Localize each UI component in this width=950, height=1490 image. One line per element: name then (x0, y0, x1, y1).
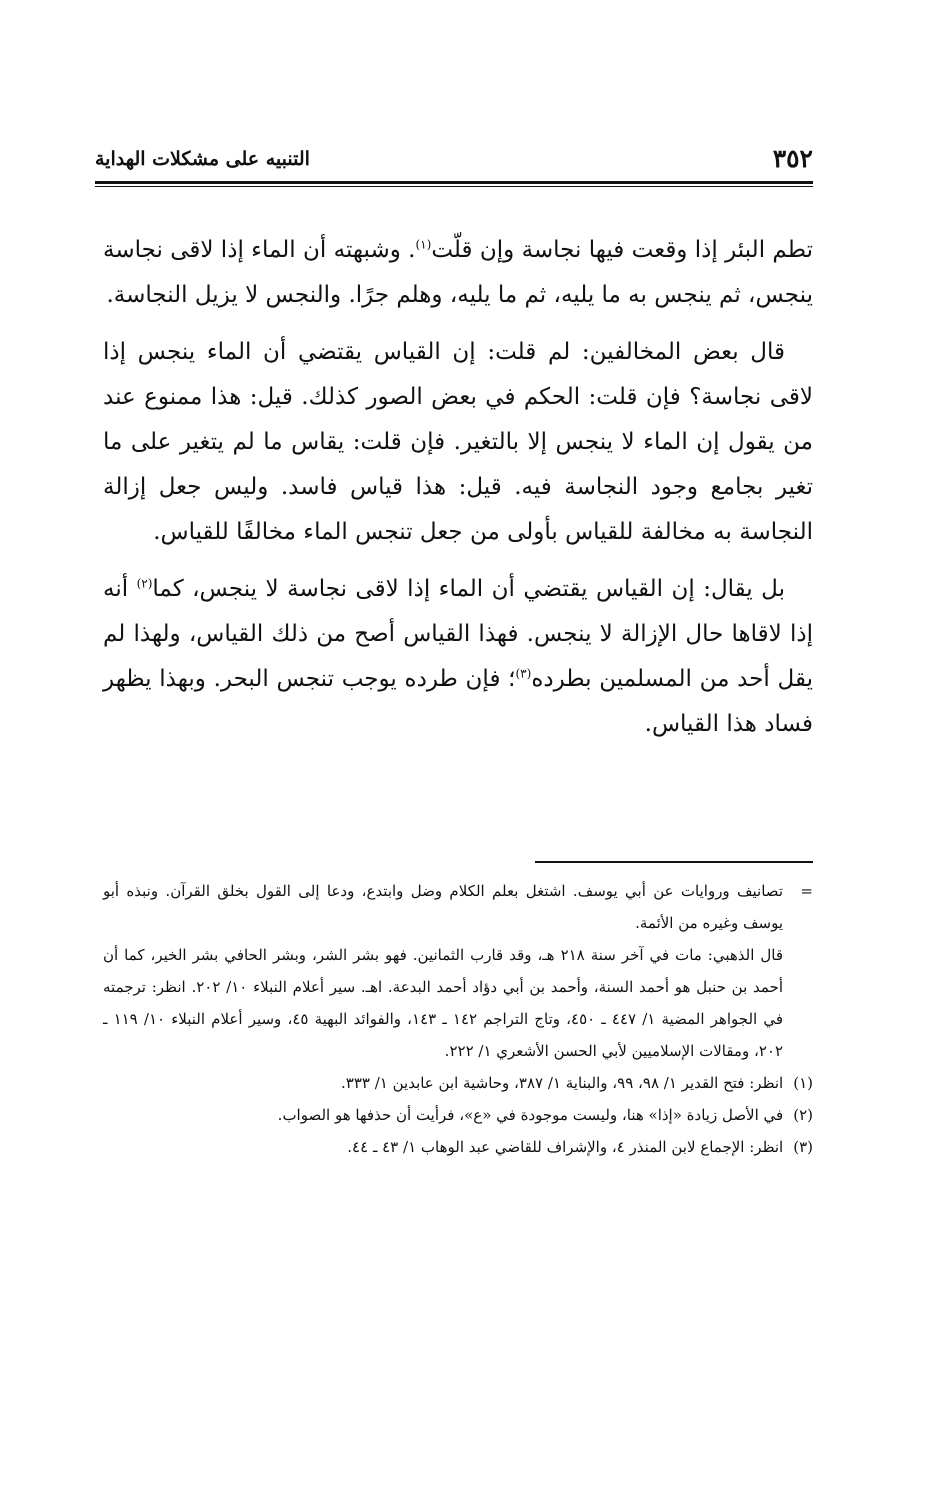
paragraph (103, 567, 813, 747)
footnote-text: في الأصل زيادة «إذا» هنا، وليست موجودة في «ع»، فرأيت أن حذفها هو الصواب. (277, 1106, 784, 1124)
footnote-ref[interactable]: (٢) (136, 576, 153, 591)
header-rule-thin (95, 186, 813, 187)
footnote-text: انظر: فتح القدير ١/ ٩٨، ٩٩، والبناية ١/ ٣٨٧، وحاشية ابن عابدين ١/ ٣٣٣. (340, 1074, 784, 1092)
footnotes (103, 875, 813, 1163)
footnote-continuation (103, 875, 813, 1067)
text-segment: ؛ فإن طرده يوجب تنجس البحر. وبهذا يظهر فساد هذا القياس. (103, 666, 813, 737)
footnote-item (103, 1067, 813, 1099)
text-segment: تطم البئر إذا وقعت فيها نجاسة وإن قلّت (431, 237, 813, 263)
footnote-item (103, 1099, 813, 1131)
continuation-mark: = (800, 882, 813, 900)
paragraph (103, 228, 813, 318)
footnote-text: قال الذهبي: مات في آخر سنة ٢١٨ هـ، وقد قارب الثمانين. فهو بشر الشر، وبشر الحافي بشر الخير، كما أن أحمد بن حنبل هو أحمد السنة، وأحمد بن أبي دؤاد أحمد البدعة. اهـ. سير أعلام النبلاء ١٠/ ٢٠٢. انظر: ترجمته في الجواهر المضية ١/ ٤٤٧ ـ ٤٥٠، وتاج التراجم ١٤٢ ـ ١٤٣، والفوائد البهية ٤٥، وسير أعلام النبلاء ١٠/ ١١٩ ـ ٢٠٢، ومقالات الإسلاميين لأبي الحسن الأشعري ١/ ٢٢٢. (103, 946, 784, 1060)
header-rule (95, 181, 813, 184)
footnote-ref[interactable]: (١) (415, 237, 432, 252)
footnote-number: (١) (793, 1074, 813, 1092)
text-segment: . وشبهته أن الماء إذا لاقى نجاسة ينجس، ثم ينجس به ما يليه، ثم ما يليه، وهلم جرًا. والنجس لا يزيل النجاسة. (103, 237, 813, 308)
footnote-number: (٢) (793, 1106, 813, 1124)
text-segment: أنه إذا لاقاها حال الإزالة لا ينجس. فهذا القياس أصح من ذلك القياس، ولهذا لم يقل أحد من المسلمين بطرده (103, 576, 813, 692)
text-segment: بل يقال: إن القياس يقتضي أن الماء إذا لاقى نجاسة لا ينجس، كما (152, 576, 785, 602)
footnote-text: انظر: الإجماع لابن المنذر ٤، والإشراف للقاضي عبد الوهاب ١/ ٤٣ ـ ٤٤. (347, 1138, 784, 1156)
main-text (103, 228, 813, 747)
paragraph (103, 330, 813, 555)
footnote-item (103, 1131, 813, 1163)
footnote-separator (535, 861, 813, 863)
footnote-number: (٣) (793, 1138, 813, 1156)
text-segment: قال بعض المخالفين: لم قلت: إن القياس يقتضي أن الماء ينجس إذا لاقى نجاسة؟ فإن قلت: الحكم في بعض الصور كذلك. قيل: هذا ممنوع عند من يقول إن الماء لا ينجس إلا بالتغير. فإن قلت: يقاس ما لم يتغير على ما تغير بجامع وجود النجاسة فيه. قيل: هذا قياس فاسد. وليس جعل إزالة النجاسة به مخالفة للقياس بأولى من جعل تنجس الماء مخالفًا للقياس. (103, 339, 813, 545)
footnote-ref[interactable]: (٣) (515, 666, 532, 681)
running-title: التنبيه على مشكلات الهداية (95, 148, 310, 170)
footnote-list (103, 1067, 813, 1163)
footnote-text: تصانيف وروايات عن أبي يوسف. اشتغل بعلم الكلام وضل وابتدع، ودعا إلى القول بخلق القرآن. ونبذه أبو يوسف وغيره من الأئمة. (103, 882, 783, 932)
page-header (95, 142, 813, 176)
page-number: ٣٥٢ (772, 144, 813, 173)
